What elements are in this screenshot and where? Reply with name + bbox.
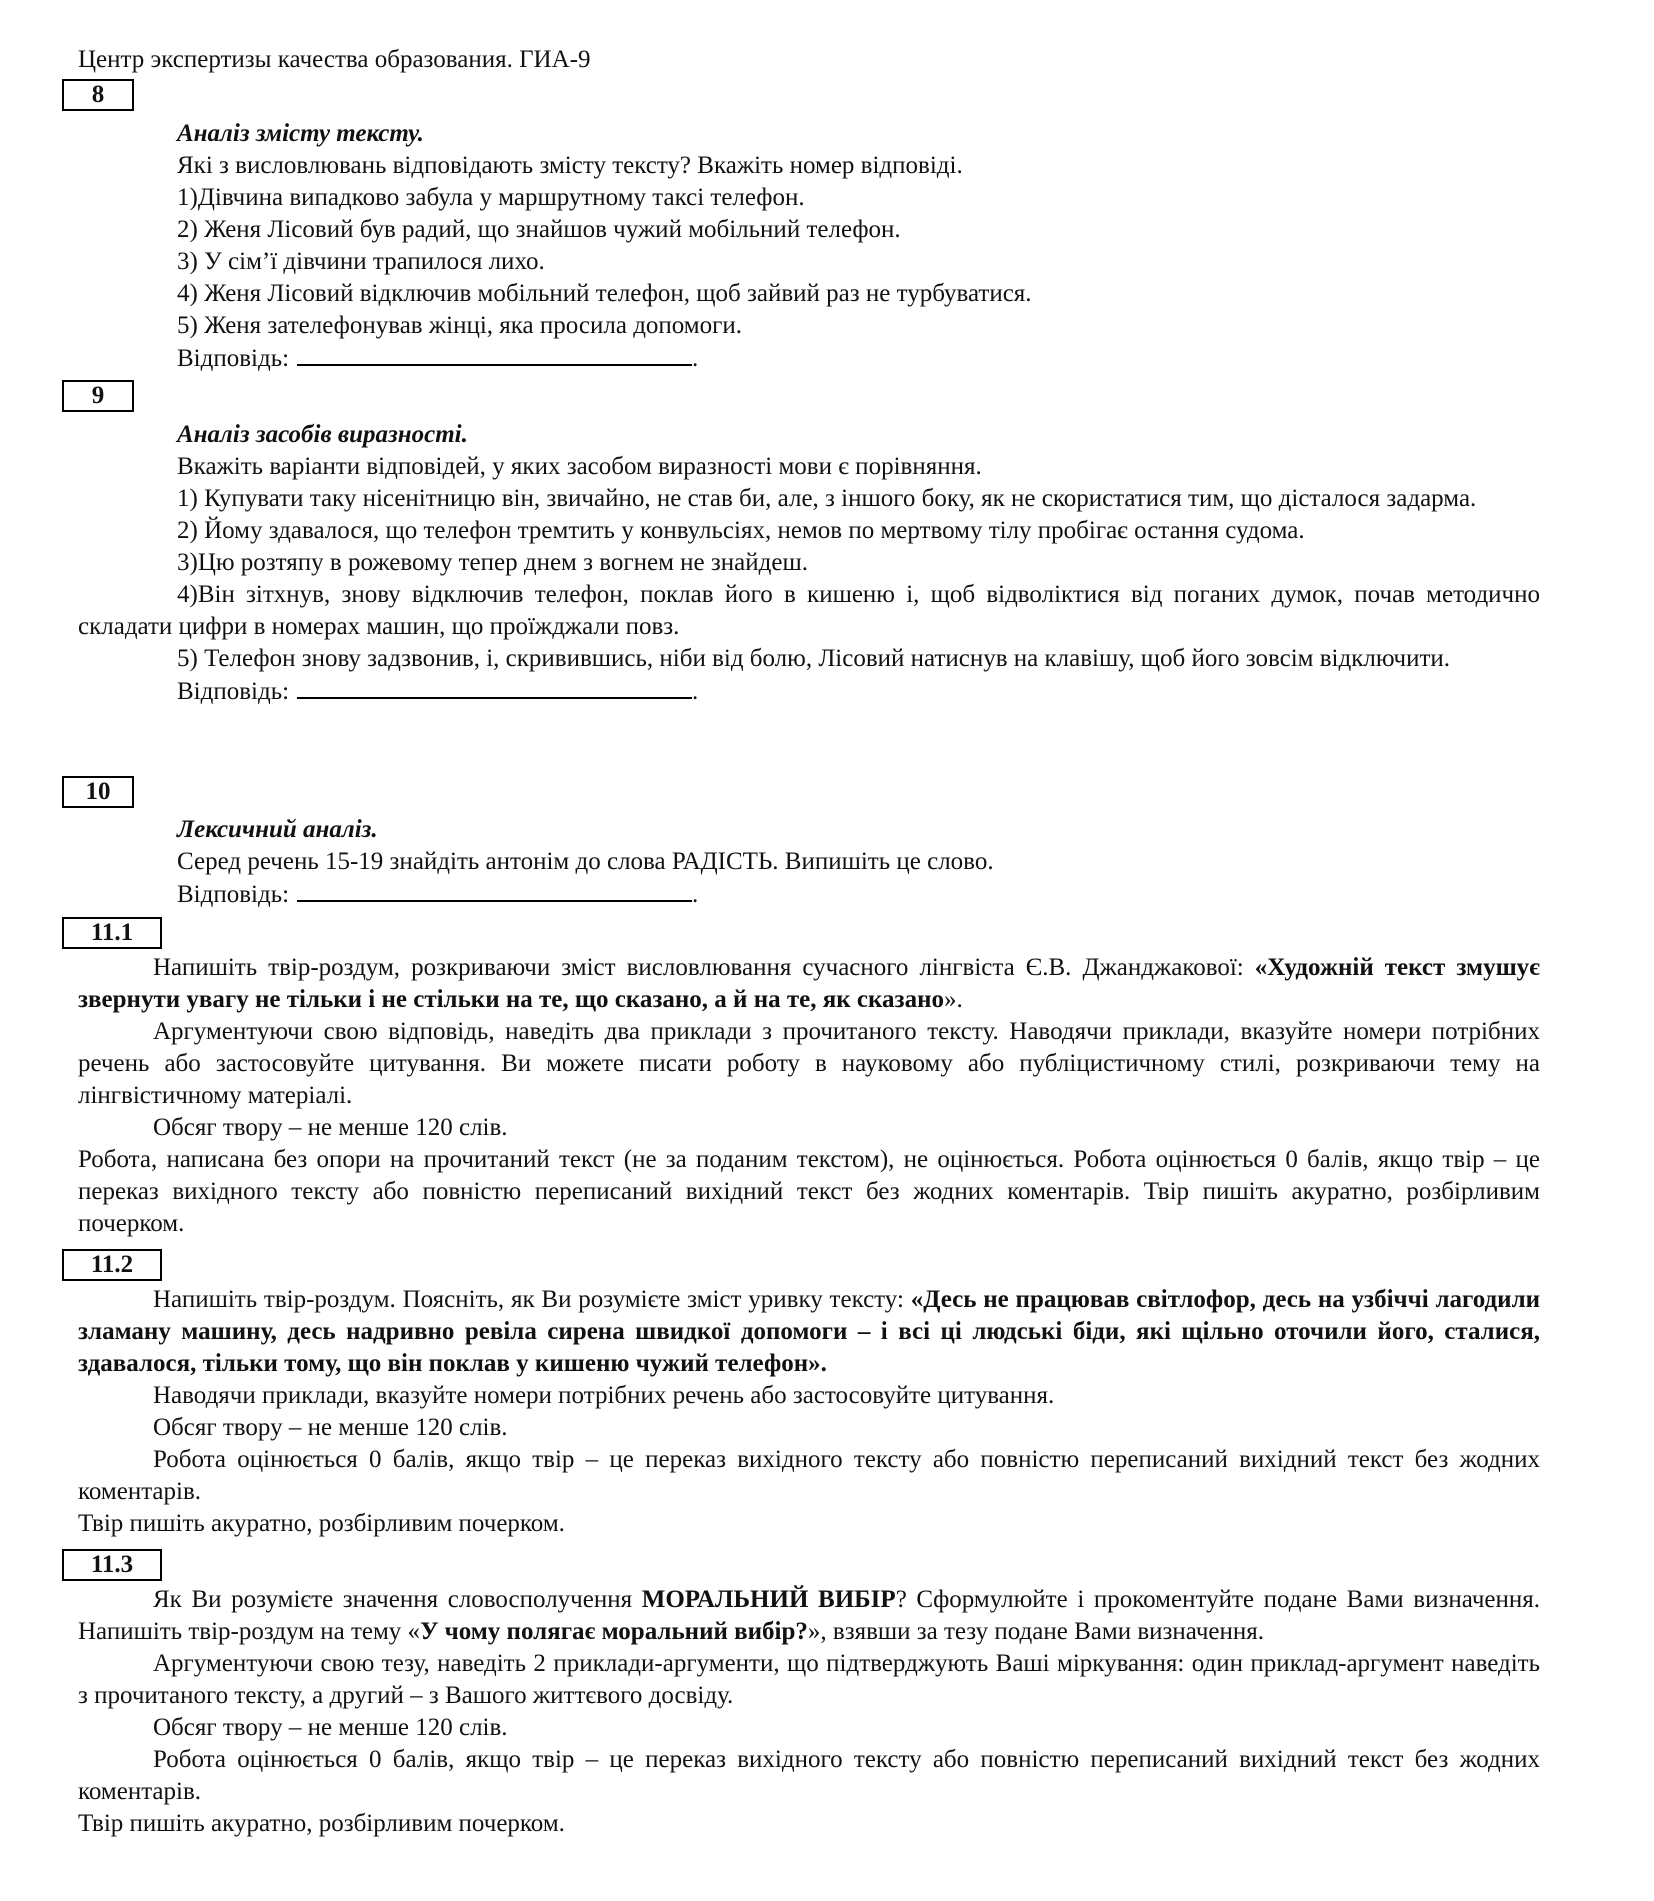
question-number-box: 11.3 <box>62 1549 162 1581</box>
question-title: Аналіз засобів виразності. <box>177 421 468 448</box>
option-item: 4) Женя Лісовий відключив мобільний телефон, щоб зайвий раз не турбуватися. <box>177 280 1032 307</box>
essay-topic: У чому полягає моральний вибір? <box>420 1618 808 1645</box>
key-term: МОРАЛЬНИЙ ВИБІР <box>641 1586 896 1613</box>
task-text: Напишіть твір-роздум. Поясніть, як Ви розумієте зміст уривку тексту: <box>153 1286 911 1313</box>
answer-field[interactable] <box>297 342 692 366</box>
page-header: Центр экспертизы качества образования. ГИА-9 <box>78 46 591 73</box>
task-paragraph <box>78 952 1540 1016</box>
task-text: ? Сформулюйте і прокоментуйте подане Вами визначення. Напишіть твір-роздум на тему « <box>78 1586 1540 1645</box>
task-text: Напишіть твір-роздум, розкриваючи зміст висловлювання сучасного лінгвіста Є.В. Джанджакової: <box>153 954 1255 981</box>
quote-text: «Десь не працював світлофор, десь на узбіччі лагодили зламану машину, десь надривно ревіла сирена швидкої допомоги – і всі ці людські біди, які щільно оточили його, сталися, здавалося, тільки тому, що він поклав у кишеню чужий телефон». <box>78 1286 1541 1377</box>
quote-text: «Художній текст змушує звернути увагу не тільки і не стільки на те, що сказано, а й на те, як сказано <box>78 954 1540 1013</box>
question-11-3 <box>78 1584 1540 1840</box>
task-paragraph: Наводячи приклади, вказуйте номери потрібних речень або застосовуйте цитування. <box>153 1382 1055 1409</box>
option-item: 4)Він зітхнув, знову відключив телефон, поклав його в кишеню і, щоб відволіктися від поганих думок, почав методично складати цифри в номерах машин, що проїжджали повз. <box>78 581 1540 640</box>
option-item: 1) Купувати таку нісенітницю він, звичайно, не став би, але, з іншого боку, як не скористатися тим, що дісталося задарма. <box>177 485 1477 512</box>
question-title: Лексичний аналіз. <box>177 816 378 843</box>
task-paragraph: Робота оцінюється 0 балів, якщо твір – це переказ вихідного тексту або повністю переписаний вихідний текст без жодних коментарів. <box>78 1446 1540 1505</box>
answer-label: Відповідь: <box>177 881 290 908</box>
question-prompt: Серед речень 15-19 знайдіть антонім до слова РАДІСТЬ. Випишіть це слово. <box>177 848 994 875</box>
option-item: 2) Женя Лісовий був радий, що знайшов чужий мобільний телефон. <box>177 216 901 243</box>
task-paragraph: Обсяг твору – не менше 120 слів. <box>153 1414 508 1441</box>
answer-row <box>78 878 1540 911</box>
question-8 <box>78 118 1540 375</box>
task-text: », взявши за тезу подане Вами визначення. <box>807 1618 1265 1645</box>
answer-end: . <box>692 345 699 372</box>
answer-end: . <box>692 881 699 908</box>
option-item: 5) Телефон знову задзвонив, і, скривившись, ніби від болю, Лісовий натиснув на клавішу, щоб його зовсім відключити. <box>177 645 1451 672</box>
question-number-box: 11.1 <box>62 917 162 949</box>
task-paragraph <box>78 1284 1540 1380</box>
answer-row <box>78 342 1540 375</box>
answer-end: . <box>692 678 699 705</box>
option-item: 3) У сім’ї дівчини трапилося лихо. <box>177 248 545 275</box>
option-item: 3)Цю розтяпу в рожевому тепер днем з вогнем не знайдеш. <box>177 549 808 576</box>
question-number-box: 8 <box>62 79 134 111</box>
answer-field[interactable] <box>297 878 692 902</box>
question-9 <box>78 419 1540 708</box>
answer-field[interactable] <box>297 675 692 699</box>
task-paragraph: Обсяг твору – не менше 120 слів. <box>153 1114 508 1141</box>
answer-label: Відповідь: <box>177 678 290 705</box>
task-paragraph: Робота оцінюється 0 балів, якщо твір – це переказ вихідного тексту або повністю переписаний вихідний текст без жодних коментарів. <box>78 1746 1540 1805</box>
task-paragraph <box>78 1584 1540 1648</box>
question-number-box: 10 <box>62 776 134 808</box>
task-paragraph: Твір пишіть акуратно, розбірливим почерком. <box>78 1510 565 1537</box>
question-11-1 <box>78 952 1540 1240</box>
task-paragraph: Обсяг твору – не менше 120 слів. <box>153 1714 508 1741</box>
answer-label: Відповідь: <box>177 345 290 372</box>
quote-end: ». <box>944 986 963 1013</box>
task-paragraph: Аргументуючи свою тезу, наведіть 2 приклади-аргументи, що підтверджують Ваші міркування: один приклад-аргумент наведіть з прочитаного тексту, а другий – з Вашого життєвого досвіду. <box>78 1650 1540 1709</box>
task-text: Як Ви розумієте значення словосполучення <box>153 1586 642 1613</box>
question-prompt: Вкажіть варіанти відповідей, у яких засобом виразності мови є порівняння. <box>177 453 982 480</box>
option-item: 5) Женя зателефонував жінці, яка просила допомоги. <box>177 312 743 339</box>
task-paragraph: Робота, написана без опори на прочитаний текст (не за поданим текстом), не оцінюється. Робота оцінюється 0 балів, якщо твір – це переказ вихідного тексту або повністю переписаний вихідний текст без жодних коментарів. Твір пишіть акуратно, розбірливим почерком. <box>78 1146 1540 1237</box>
question-11-2 <box>78 1284 1540 1540</box>
question-10 <box>78 814 1540 911</box>
question-number-box: 11.2 <box>62 1249 162 1281</box>
option-item: 2) Йому здавалося, що телефон тремтить у конвульсіях, немов по мертвому тілу пробігає остання судома. <box>177 517 1305 544</box>
task-paragraph: Аргументуючи свою відповідь, наведіть два приклади з прочитаного тексту. Наводячи приклади, вказуйте номери потрібних речень або застосовуйте цитування. Ви можете писати роботу в науковому або публіцистичному стилі, розкриваючи тему на лінгвістичному матеріалі. <box>78 1018 1540 1109</box>
question-prompt: Які з висловлювань відповідають змісту тексту? Вкажіть номер відповіді. <box>177 152 963 179</box>
question-title: Аналіз змісту тексту. <box>177 120 424 147</box>
answer-row <box>78 675 1540 708</box>
option-item: 1)Дівчина випадково забула у маршрутному таксі телефон. <box>177 184 805 211</box>
task-paragraph: Твір пишіть акуратно, розбірливим почерком. <box>78 1810 565 1837</box>
question-number-box: 9 <box>62 380 134 412</box>
